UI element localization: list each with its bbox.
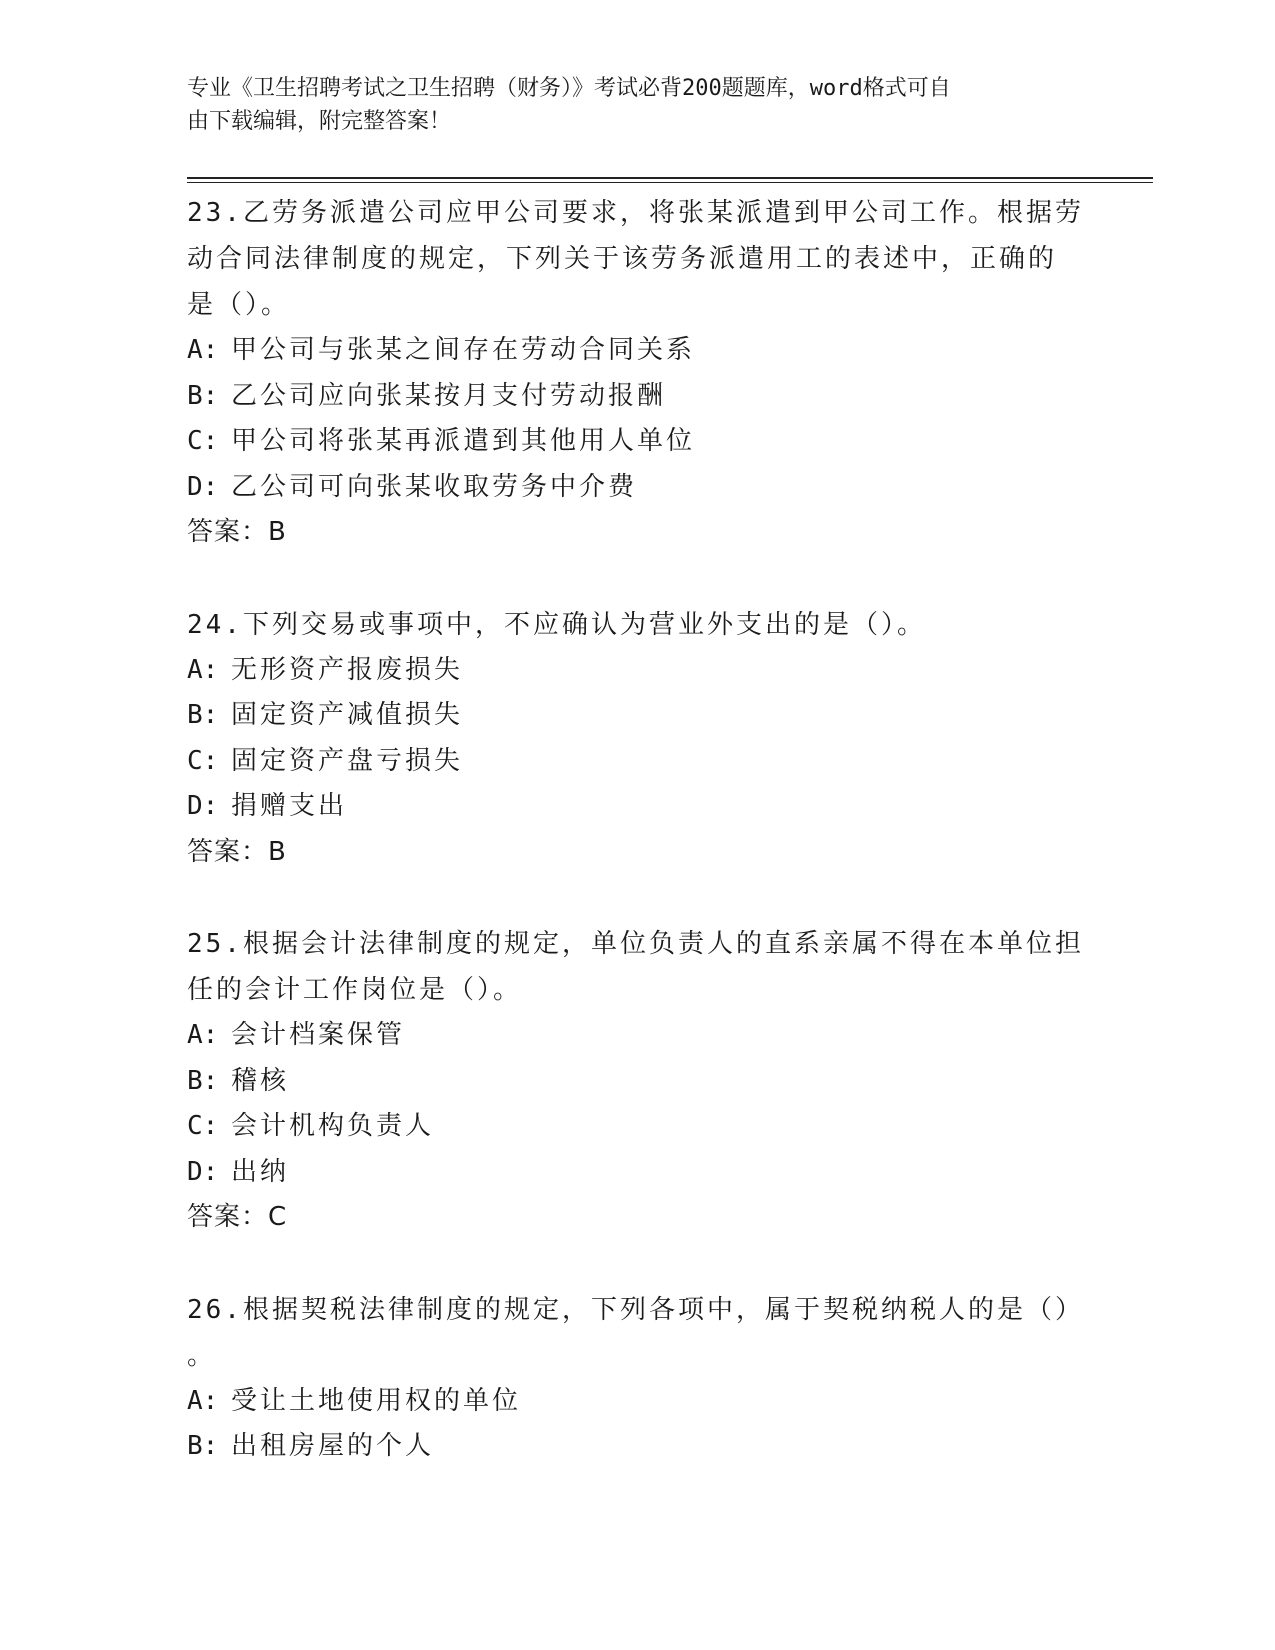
option-text: 捐赠支出 — [231, 791, 348, 821]
question-1 — [187, 190, 1087, 556]
answer-option — [187, 1013, 1087, 1059]
option-text: 无形资产报废损失 — [231, 654, 464, 685]
option-text: 乙公司应向张某按月支付劳动报酬 — [231, 380, 667, 411]
header-line-1: 专业《卫生招聘考试之卫生招聘（财务）》考试必背200题题库，word格式可自 — [187, 76, 951, 101]
option-text: 出纳 — [231, 1156, 290, 1187]
answer-option — [187, 693, 1087, 739]
option-key: D: — [187, 471, 219, 502]
question-4 — [187, 1287, 1087, 1470]
question-spacer — [187, 875, 1087, 921]
option-text: 会计机构负责人 — [231, 1111, 435, 1141]
question-2 — [187, 602, 1087, 876]
option-key: D: — [187, 1156, 219, 1187]
answer-option — [187, 419, 1087, 465]
question-stem-line: 25.根据会计法律制度的规定，单位负责人的直系亲属不得在本单位担 — [187, 929, 1084, 959]
header-divider-thick — [187, 177, 1153, 179]
option-key: A: — [187, 1020, 219, 1050]
answer-option — [187, 465, 1087, 511]
option-text: 稽核 — [231, 1065, 290, 1096]
header-divider-thin — [187, 182, 1153, 183]
option-text: 固定资产盘亏损失 — [231, 745, 464, 776]
answer-option — [187, 784, 1087, 830]
header-line-2: 由下载编辑，附完整答案！ — [187, 109, 452, 134]
question-list — [187, 190, 1087, 1470]
answer-option — [187, 1104, 1087, 1150]
question-spacer — [187, 556, 1087, 602]
answer-line: 答案：B — [187, 836, 287, 867]
document-header — [187, 72, 1067, 138]
option-key: C: — [187, 426, 219, 456]
question-3 — [187, 921, 1087, 1241]
option-text: 甲公司将张某再派遣到其他用人单位 — [231, 426, 696, 456]
option-key: B: — [187, 1065, 219, 1096]
answer-option — [187, 1150, 1087, 1196]
option-text: 受让土地使用权的单位 — [231, 1385, 522, 1416]
answer-option — [187, 1379, 1087, 1425]
question-stem-line: 26.根据契税法律制度的规定，下列各项中，属于契税纳税人的是（） — [187, 1294, 1084, 1325]
answer-option — [187, 374, 1087, 420]
question-spacer — [187, 1241, 1087, 1287]
question-stem-line: 24.下列交易或事项中，不应确认为营业外支出的是（）。 — [187, 609, 926, 640]
question-stem-line: 任的会计工作岗位是（）。 — [187, 975, 523, 1005]
option-key: C: — [187, 1111, 219, 1141]
option-key: C: — [187, 745, 219, 776]
answer-option — [187, 1059, 1087, 1105]
answer-option — [187, 328, 1087, 374]
option-key: B: — [187, 700, 219, 730]
answer-line: 答案：C — [187, 1202, 288, 1232]
option-text: 固定资产减值损失 — [231, 700, 464, 730]
question-stem-line: 23.乙劳务派遣公司应甲公司要求，将张某派遣到甲公司工作。根据劳 — [187, 198, 1084, 228]
option-text: 甲公司与张某之间存在劳动合同关系 — [231, 335, 696, 365]
question-stem-line: 是（）。 — [187, 290, 291, 320]
answer-line: 答案：B — [187, 517, 287, 547]
answer-option — [187, 1424, 1087, 1470]
option-key: B: — [187, 380, 219, 411]
answer-option — [187, 739, 1087, 785]
question-stem-line: 。 — [187, 1340, 217, 1371]
answer-option — [187, 648, 1087, 694]
option-key: D: — [187, 791, 219, 821]
question-stem-line: 动合同法律制度的规定，下列关于该劳务派遣用工的表述中，正确的 — [187, 244, 1058, 274]
option-text: 乙公司可向张某收取劳务中介费 — [231, 471, 638, 502]
option-key: B: — [187, 1431, 219, 1461]
option-text: 会计档案保管 — [231, 1020, 406, 1050]
option-key: A: — [187, 335, 219, 365]
option-key: A: — [187, 1385, 219, 1416]
option-text: 出租房屋的个人 — [231, 1431, 435, 1461]
option-key: A: — [187, 654, 219, 685]
